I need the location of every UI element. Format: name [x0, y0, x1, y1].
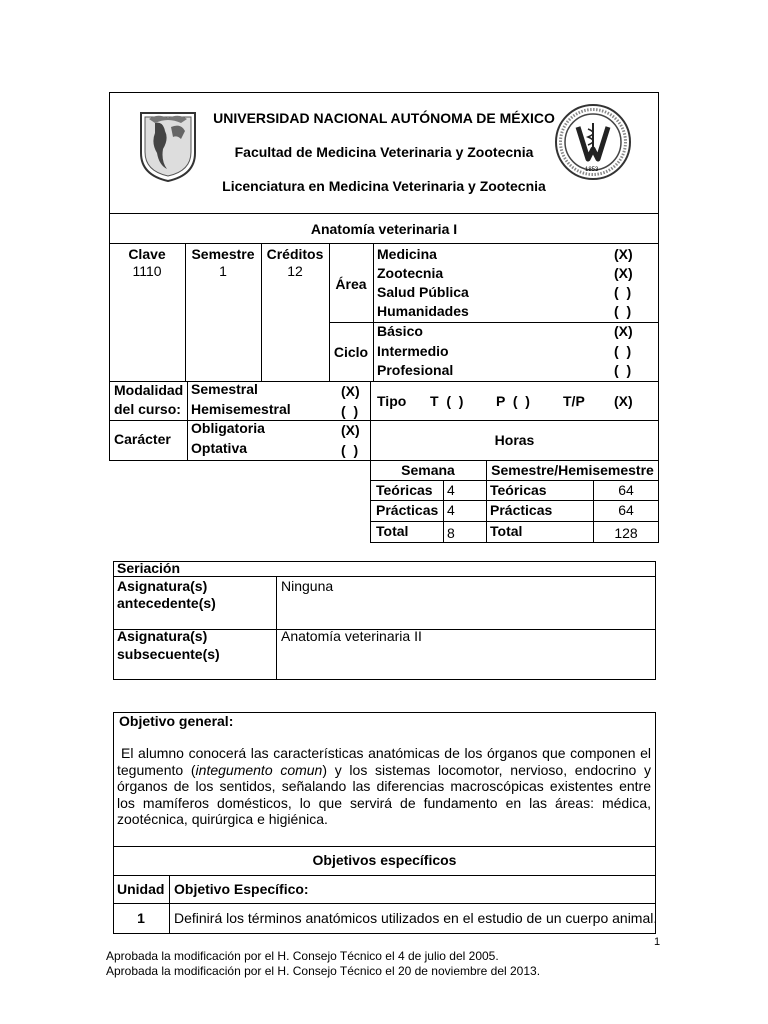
- tipo-tp-mark: (X): [614, 393, 633, 409]
- objetivo-general-title: Objetivo general:: [119, 713, 234, 729]
- semestre-value: 1: [219, 263, 227, 279]
- modalidad-semestral: Semestral: [191, 381, 258, 397]
- area-mark-medicina: (X): [614, 246, 633, 262]
- tipo-tp: T/P: [563, 393, 585, 409]
- ciclo-mark-profesional: ( ): [614, 362, 632, 378]
- semestre-header: Semestre/Hemisemestre: [491, 462, 654, 478]
- modalidad-hemisemestral: Hemisemestral: [191, 401, 291, 417]
- modalidad-semestral-mark: (X): [341, 383, 360, 399]
- faculty-title: Facultad de Medicina Veterinaria y Zootecnia: [234, 144, 534, 160]
- modalidad-label-2: del curso:: [114, 401, 181, 417]
- teoricas-semestre: 64: [618, 482, 634, 498]
- area-mark-humanidades: ( ): [614, 303, 632, 319]
- objetivo-general-text: El alumno conocerá las características anatómicas de los órganos que componen el tegumento (integumento comun) y los sistemas locomotor, nervioso, endocrino y órganos de los sentidos, señalando las diferencias macroscópicas existentes entre los mamíferos domésticos, lo que servirá de fundamento en las áreas: médica, zootécnica, quirúrgica e higiénica.: [117, 745, 652, 827]
- area-item-medicina: Medicina: [377, 246, 437, 262]
- area-item-humanidades: Humanidades: [377, 303, 469, 319]
- university-title: UNIVERSIDAD NACIONAL AUTÓNOMA DE MÉXICO: [213, 110, 555, 126]
- semestre-label: Semestre: [191, 246, 255, 262]
- degree-title: Licenciatura en Medicina Veterinaria y Zootecnia: [222, 178, 546, 194]
- unidad-1-number: 1: [137, 910, 145, 926]
- area-label: Área: [335, 276, 367, 292]
- area-mark-zootecnia: (X): [614, 265, 633, 281]
- modalidad-hemisemestral-mark: ( ): [341, 403, 359, 419]
- subsecuentes-label-2: subsecuente(s): [117, 646, 220, 662]
- seal-year: 1853: [585, 167, 599, 173]
- ciclo-item-profesional: Profesional: [377, 362, 454, 378]
- practicas-semana: 4: [447, 502, 455, 518]
- unidad-header: Unidad: [117, 881, 165, 897]
- antecedentes-value: Ninguna: [281, 578, 334, 594]
- practicas-semestre: 64: [618, 502, 634, 518]
- semana-header: Semana: [401, 462, 455, 478]
- teoricas-label: Teóricas: [376, 482, 433, 498]
- creditos-value: 12: [287, 263, 303, 279]
- page-number: 1: [654, 936, 661, 948]
- area-mark-salud: ( ): [614, 284, 632, 300]
- footer-note-2: Aprobada la modificación por el H. Consejo Técnico el 20 de noviembre del 2013.: [106, 964, 541, 978]
- subsecuentes-value: Anatomía veterinaria II: [281, 628, 422, 644]
- practicas-label: Prácticas: [376, 502, 439, 518]
- teoricas-semana: 4: [447, 482, 455, 498]
- creditos-label: Créditos: [266, 246, 324, 262]
- total-semana: 8: [447, 525, 455, 541]
- practicas-label-2: Prácticas: [490, 502, 553, 518]
- horas-label: Horas: [494, 432, 535, 448]
- caracter-obligatoria: Obligatoria: [191, 420, 265, 436]
- objetivo-especifico-header: Objetivo Específico:: [174, 881, 309, 897]
- total-label: Total: [376, 523, 409, 539]
- objetivos-especificos-title: Objetivos específicos: [312, 852, 457, 868]
- modalidad-label-1: Modalidad: [114, 382, 184, 398]
- ciclo-item-intermedio: Intermedio: [377, 343, 449, 359]
- antecedentes-label-1: Asignatura(s): [117, 578, 208, 594]
- course-name: Anatomía veterinaria I: [310, 221, 458, 237]
- clave-label: Clave: [128, 246, 166, 262]
- tipo-p: P ( ): [496, 393, 530, 409]
- subsecuentes-label-1: Asignatura(s): [117, 628, 208, 644]
- area-item-zootecnia: Zootecnia: [377, 265, 444, 281]
- tipo-t: T ( ): [430, 393, 464, 409]
- caracter-label: Carácter: [114, 431, 171, 447]
- ciclo-label: Ciclo: [333, 344, 369, 360]
- caracter-optativa-mark: ( ): [341, 442, 359, 458]
- area-item-salud: Salud Pública: [377, 284, 469, 300]
- tipo-label: Tipo: [377, 393, 407, 409]
- footer-note-1: Aprobada la modificación por el H. Consejo Técnico el 4 de julio del 2005.: [106, 949, 499, 963]
- antecedentes-label-2: antecedente(s): [117, 595, 216, 611]
- teoricas-label-2: Teóricas: [490, 482, 547, 498]
- ciclo-mark-intermedio: ( ): [614, 343, 632, 359]
- caracter-optativa: Optativa: [191, 440, 248, 456]
- clave-value: 1110: [132, 263, 162, 279]
- ciclo-item-basico: Básico: [377, 323, 423, 339]
- unidad-1-text: Definirá los términos anatómicos utilizados en el estudio de un cuerpo animal.: [174, 910, 658, 926]
- fmvz-seal: [554, 103, 632, 181]
- caracter-obligatoria-mark: (X): [341, 422, 360, 438]
- seriacion-title: Seriación: [117, 560, 181, 576]
- unam-logo: [137, 109, 199, 183]
- total-label-2: Total: [490, 523, 523, 539]
- total-semestre: 128: [614, 525, 638, 541]
- ciclo-mark-basico: (X): [614, 323, 633, 339]
